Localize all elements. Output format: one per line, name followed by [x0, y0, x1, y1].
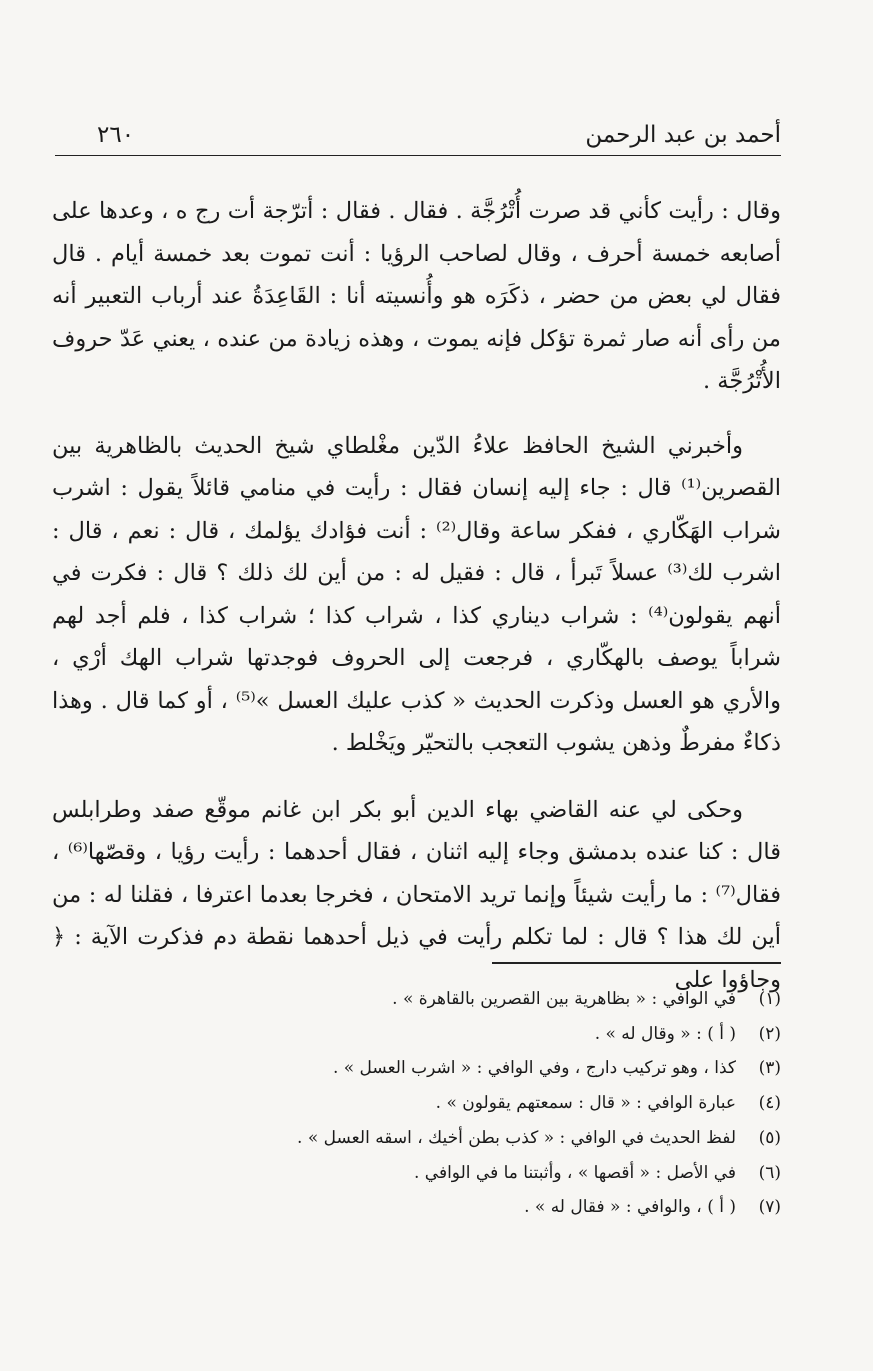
paragraph-1: وقال : رأيت كأني قد صرت أُتْرُجَّة . فقال . فقال : أترّجة أت رج ه ، وعدها على أصابعه خمسة أحرف ، وقال لصاحب الرؤيا : أنت تموت بعد خمسة أيام . قال فقال لي بعض من حضر ، ذكَرَه هو وأُنسيته أنا : القَاعِدَةُ عند أرباب التعبير أنه من رأى أنه صار ثمرة تؤكل فإنه يموت ، وهذه زيادة من عنده ، يعني عَدّ حروف الأُتْرُجَّة .: [52, 198, 781, 394]
footnote-6: [120, 1156, 781, 1191]
footnote-7: [120, 1190, 781, 1225]
page-number: ٢٦٠: [97, 122, 135, 148]
footnote-rule: [492, 962, 781, 964]
footnote-number: (٦): [758, 1162, 781, 1183]
footnote-number: (٣): [758, 1058, 781, 1079]
footnote-text: عبارة الوافي : « قال : سمعتهم يقولون » .: [435, 1093, 736, 1114]
running-title: أحمد بن عبد الرحمن: [585, 122, 781, 148]
footnote-text: كذا ، وهو تركيب دارج ، وفي الوافي : « اشرب العسل » .: [332, 1058, 736, 1079]
footnote-text: ( أ ) : « وقال له » .: [594, 1023, 736, 1044]
running-header: [55, 112, 781, 152]
footnote-number: (٤): [758, 1093, 781, 1114]
footnote-2: [120, 1017, 781, 1052]
footnote-3: [120, 1051, 781, 1086]
footnote-text: ( أ ) ، والوافي : « فقال له » .: [524, 1197, 736, 1218]
footnote-text: في الوافي : « بظاهرية بين القصرين بالقاهرة » .: [392, 989, 736, 1009]
footnote-number: (٢): [758, 1023, 781, 1044]
footnote-number: (٧): [758, 1197, 781, 1218]
footnote-number: (١): [758, 989, 781, 1009]
header-rule: [55, 155, 781, 156]
footnote-5: [120, 1121, 781, 1156]
main-text: [52, 190, 781, 1001]
footnote-text: في الأصل : « أقصها » ، وأثبتنا ما في الوافي .: [413, 1162, 736, 1183]
footnote-text: لفظ الحديث في الوافي : « كذب بطن أخيك ، اسقه العسل » .: [297, 1127, 736, 1148]
paragraph-3: وحكى لي عنه القاضي بهاء الدين أبو بكر ابن غانم موقّع صفد وطرابلس قال : كنا عنده بدمشق وجاء إليه اثنان ، فقال أحدهما : رأيت رؤيا ، وقصّها⁽⁶⁾ ، فقال⁽⁷⁾ : ما رأيت شيئاً وإنما تريد الامتحان ، فخرجا بعدما اعترفا ، فقلنا له : من أين لك هذا ؟ قال : لما تكلم رأيت في ذيل أحدهما نقطة دم فذكرت الآية : ﴿ وجاؤوا على: [52, 796, 781, 993]
footnote-number: (٥): [758, 1127, 781, 1148]
footnotes: [120, 982, 781, 1225]
footnote-4: [120, 1086, 781, 1121]
paragraph-2: وأخبرني الشيخ الحافظ علاءُ الدّين مغْلطاي شيخ الحديث بالظاهرية بين القصرين⁽¹⁾ قال : جاء إليه إنسان فقال : رأيت في منامي قائلاً يقول : اشرب شراب الهَكّاري ، ففكر ساعة وقال⁽²⁾ : أنت فؤادك يؤلمك ، قال : نعم ، قال : اشرب لك⁽³⁾ عسلاً تَبرأ ، قال : فقيل له : من أين لك ذلك ؟ قال : فكرت في أنهم يقولون⁽⁴⁾ : شراب ديناري كذا ، شراب كذا ؛ شراب كذا ، فلم أجد لهم شراباً يوصف بالهكّاري ، فرجعت إلى الحروف فوجدتها شراب الهك أرْي ، والأري هو العسل وذكرت الحديث « كذب عليك العسل »⁽⁵⁾ ، أو كما قال . وهذا ذكاءٌ مفرطٌ وذهن يشوب التعجب بالتحيّر ويَخْلط .: [52, 432, 782, 756]
footnote-1: [120, 982, 781, 1017]
